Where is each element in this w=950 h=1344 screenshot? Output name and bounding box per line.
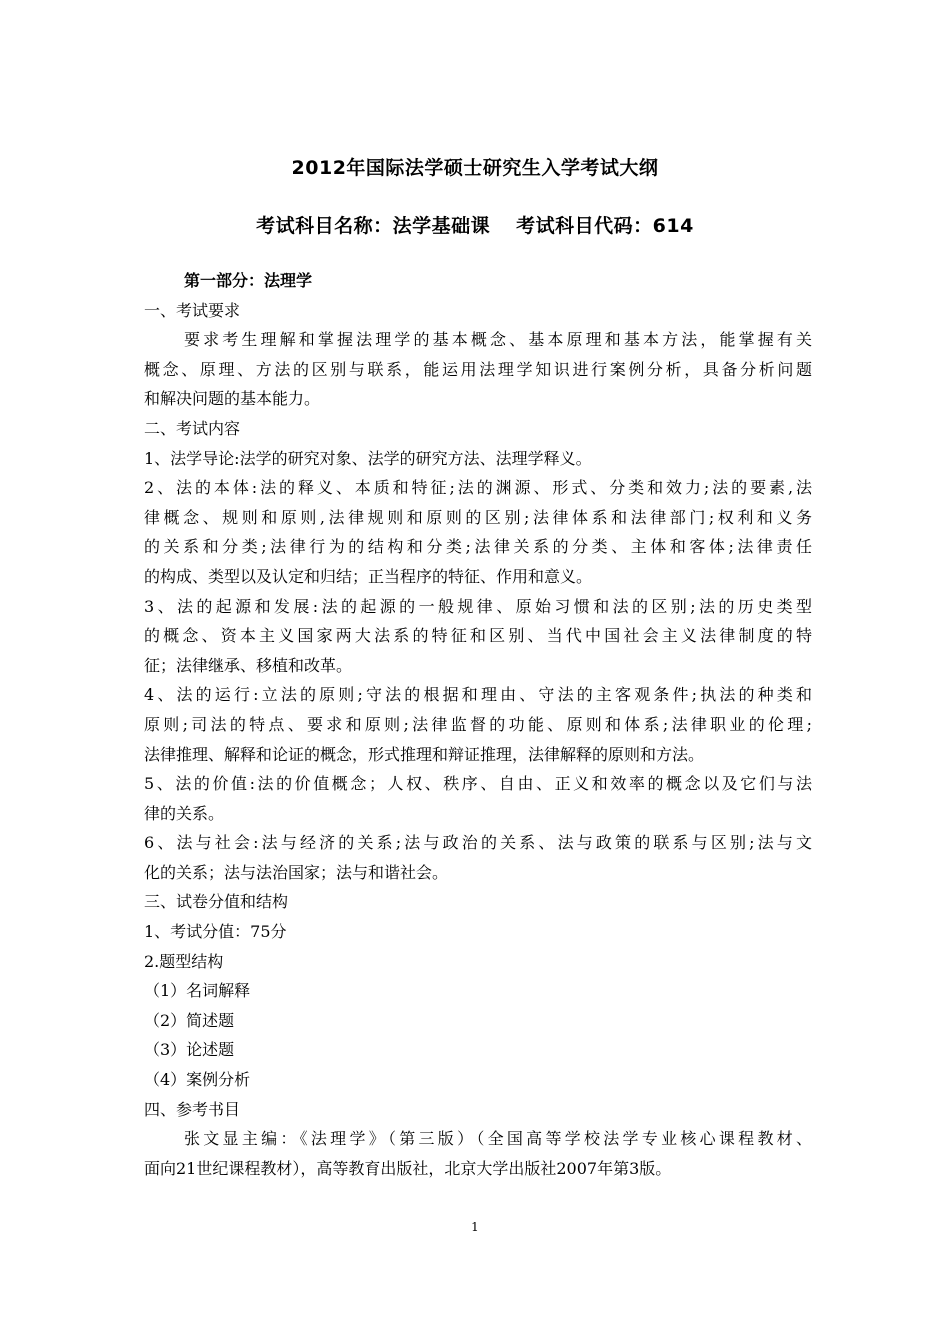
content-item-line: 3、法的起源和发展:法的起源的一般规律、原始习惯和法的区别;法的历史类型 [144,596,812,616]
content-item-line: 5、法的价值:法的价值概念；人权、秩序、自由、正义和效率的概念以及它们与法 [144,774,812,794]
paragraph-line: 要求考生理解和掌握法理学的基本概念、基本原理和基本方法，能掌握有关 [184,330,812,350]
section-heading: 三、试卷分值和结构 [144,892,289,912]
content-item-line: 的关系和分类;法律行为的结构和分类;法律关系的分类、主体和客体;法律责任 [144,537,812,557]
content-item-line: 法律推理、解释和论证的概念，形式推理和辩证推理，法律解释的原则和方法。 [144,744,705,764]
content-item-line: 的构成、类型以及认定和归结；正当程序的特征、作用和意义。 [144,566,593,586]
question-type: （3）论述题 [144,1040,235,1060]
page-number: 1 [471,1220,479,1234]
reference-line: 张文显主编：《法理学》（第三版）（全国高等学校法学专业核心课程教材、 [184,1129,812,1149]
document-subtitle [0,210,950,242]
question-type: （1）名词解释 [144,981,251,1001]
structure-heading: 2.题型结构 [144,951,224,971]
content-item-line: 原则;司法的特点、要求和原则;法律监督的功能、原则和体系;法律职业的伦理; [144,714,812,734]
question-type: （2）简述题 [144,1010,235,1030]
content-item-line: 化的关系；法与法治国家；法与和谐社会。 [144,862,449,882]
document-body [144,266,812,1183]
content-item-line: 4、法的运行:立法的原则;守法的根据和理由、守法的主客观条件;执法的种类和 [144,685,812,705]
subject-code: 考试科目代码：614 [516,215,694,237]
paragraph-line: 和解决问题的基本能力。 [144,389,321,409]
section-heading: 二、考试内容 [144,418,241,438]
content-item-line: 2、法的本体:法的释义、本质和特征;法的渊源、形式、分类和效力;法的要素,法 [144,478,812,498]
reference-line: 面向21世纪课程教材），高等教育出版社，北京大学出版社2007年第3版。 [144,1158,672,1178]
part-heading: 第一部分：法理学 [184,271,313,290]
question-type: （4）案例分析 [144,1070,251,1090]
subject-name: 考试科目名称：法学基础课 [256,215,491,237]
content-item-line: 律概念、规则和原则,法律规则和原则的区别;法律体系和法律部门;权利和义务 [144,507,812,527]
content-item-line: 征；法律继承、移植和改革。 [144,655,353,675]
document-title: 2012年国际法学硕士研究生入学考试大纲 [291,157,659,179]
section-heading: 一、考试要求 [144,300,241,320]
content-item-line: 律的关系。 [144,803,225,823]
score-line: 1、考试分值：75分 [144,922,287,942]
content-item-line: 6、法与社会:法与经济的关系;法与政治的关系、法与政策的联系与区别;法与文 [144,833,812,853]
section-heading: 四、参考书目 [144,1099,241,1119]
content-item-line: 的概念、资本主义国家两大法系的特征和区别、当代中国社会主义法律制度的特 [144,626,812,646]
content-item-line: 1、法学导论:法学的研究对象、法学的研究方法、法理学释义。 [144,448,592,468]
paragraph-line: 概念、原理、方法的区别与联系，能运用法理学知识进行案例分析，具备分析问题 [144,359,812,379]
